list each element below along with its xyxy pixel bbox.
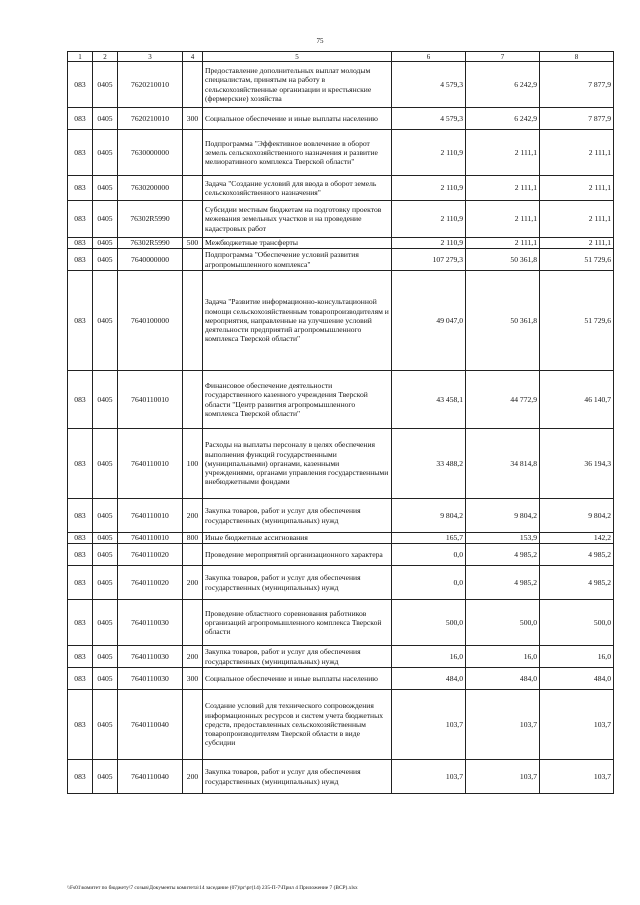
table-row: [68, 429, 614, 499]
amount-col7-cell: 16,0: [466, 646, 540, 668]
col-header: 3: [118, 52, 183, 62]
amount-col8-cell: 500,0: [540, 600, 614, 646]
amount-col7-cell: 50 361,8: [466, 271, 540, 371]
amount-col6-cell: 103,7: [392, 690, 466, 760]
section-code-cell: 0405: [93, 62, 118, 108]
amount-col8-cell: 2 111,1: [540, 201, 614, 238]
target-article-cell: 7630200000: [118, 176, 183, 201]
amount-col6-cell: 2 110,9: [392, 130, 466, 176]
table-row: [68, 108, 614, 130]
table-row: [68, 238, 614, 249]
amount-col8-cell: 4 985,2: [540, 544, 614, 566]
expense-type-cell: [183, 249, 203, 271]
expense-type-cell: 200: [183, 499, 203, 533]
ministry-code-cell: 083: [68, 62, 93, 108]
amount-col7-cell: 6 242,9: [466, 62, 540, 108]
section-code-cell: 0405: [93, 429, 118, 499]
table-row: [68, 130, 614, 176]
ministry-code-cell: 083: [68, 760, 93, 794]
target-article-cell: 7640110010: [118, 429, 183, 499]
description-cell: Финансовое обеспечение деятельности государственного казенного учреждения Тверской области "Центр развития агропромышленного комплекса Тверской области": [203, 371, 392, 429]
amount-col7-cell: 2 111,1: [466, 238, 540, 249]
target-article-cell: 7640110020: [118, 566, 183, 600]
table-row: [68, 690, 614, 760]
amount-col7-cell: 50 361,8: [466, 249, 540, 271]
table-row: [68, 646, 614, 668]
amount-col7-cell: 153,9: [466, 533, 540, 544]
amount-col8-cell: 7 877,9: [540, 62, 614, 108]
description-cell: Иные бюджетные ассигнования: [203, 533, 392, 544]
section-code-cell: 0405: [93, 238, 118, 249]
amount-col6-cell: 103,7: [392, 760, 466, 794]
amount-col6-cell: 43 458,1: [392, 371, 466, 429]
description-cell: Субсидии местным бюджетам на подготовку проектов межевания земельных участков и на проведение кадастровых работ: [203, 201, 392, 238]
ministry-code-cell: 083: [68, 566, 93, 600]
expense-type-cell: 200: [183, 566, 203, 600]
section-code-cell: 0405: [93, 371, 118, 429]
target-article-cell: 76302R5990: [118, 201, 183, 238]
amount-col6-cell: 0,0: [392, 544, 466, 566]
amount-col6-cell: 4 579,3: [392, 108, 466, 130]
expense-type-cell: 300: [183, 668, 203, 690]
description-cell: Расходы на выплаты персоналу в целях обеспечения выполнения функций государственными (муниципальными) органами, казенными учреждениями, органами управления государственными внебюджетными фондами: [203, 429, 392, 499]
ministry-code-cell: 083: [68, 249, 93, 271]
amount-col6-cell: 2 110,9: [392, 176, 466, 201]
description-cell: Проведение мероприятий организационного характера: [203, 544, 392, 566]
section-code-cell: 0405: [93, 566, 118, 600]
ministry-code-cell: 083: [68, 668, 93, 690]
amount-col6-cell: 4 579,3: [392, 62, 466, 108]
ministry-code-cell: 083: [68, 238, 93, 249]
amount-col7-cell: 2 111,1: [466, 201, 540, 238]
section-code-cell: 0405: [93, 668, 118, 690]
amount-col6-cell: 107 279,3: [392, 249, 466, 271]
section-code-cell: 0405: [93, 499, 118, 533]
amount-col8-cell: 46 140,7: [540, 371, 614, 429]
expense-type-cell: [183, 690, 203, 760]
description-cell: Закупка товаров, работ и услуг для обеспечения государственных (муниципальных) нужд: [203, 499, 392, 533]
amount-col7-cell: 2 111,1: [466, 176, 540, 201]
table-row: [68, 201, 614, 238]
description-cell: Социальное обеспечение и иные выплаты населению: [203, 668, 392, 690]
amount-col6-cell: 165,7: [392, 533, 466, 544]
ministry-code-cell: 083: [68, 600, 93, 646]
description-cell: Создание условий для технического сопровождения информационных ресурсов и систем учета бюджетных средств, предоставленных сельскохозяйственным товаропроизводителям Тверской области в виде субсидии: [203, 690, 392, 760]
amount-col8-cell: 142,2: [540, 533, 614, 544]
description-cell: Межбюджетные трансферты: [203, 238, 392, 249]
table-row: [68, 544, 614, 566]
target-article-cell: 7640110030: [118, 600, 183, 646]
ministry-code-cell: 083: [68, 108, 93, 130]
amount-col6-cell: 0,0: [392, 566, 466, 600]
section-code-cell: 0405: [93, 108, 118, 130]
target-article-cell: 7620210010: [118, 108, 183, 130]
ministry-code-cell: 083: [68, 130, 93, 176]
target-article-cell: 7640110040: [118, 760, 183, 794]
amount-col7-cell: 2 111,1: [466, 130, 540, 176]
ministry-code-cell: 083: [68, 429, 93, 499]
table-row: [68, 271, 614, 371]
col-header: 8: [540, 52, 614, 62]
amount-col8-cell: 2 111,1: [540, 176, 614, 201]
amount-col8-cell: 103,7: [540, 690, 614, 760]
expense-type-cell: 100: [183, 429, 203, 499]
expense-type-cell: 200: [183, 646, 203, 668]
budget-table: [67, 51, 614, 794]
col-header: 1: [68, 52, 93, 62]
expense-type-cell: 300: [183, 108, 203, 130]
table-row: [68, 668, 614, 690]
amount-col8-cell: 7 877,9: [540, 108, 614, 130]
col-header: 7: [466, 52, 540, 62]
table-row: [68, 249, 614, 271]
amount-col8-cell: 484,0: [540, 668, 614, 690]
expense-type-cell: [183, 130, 203, 176]
amount-col8-cell: 51 729,6: [540, 271, 614, 371]
ministry-code-cell: 083: [68, 176, 93, 201]
amount-col8-cell: 36 194,3: [540, 429, 614, 499]
amount-col7-cell: 484,0: [466, 668, 540, 690]
table-row: [68, 760, 614, 794]
target-article-cell: 7640000000: [118, 249, 183, 271]
expense-type-cell: [183, 201, 203, 238]
section-code-cell: 0405: [93, 130, 118, 176]
amount-col6-cell: 2 110,9: [392, 238, 466, 249]
amount-col8-cell: 9 804,2: [540, 499, 614, 533]
section-code-cell: 0405: [93, 690, 118, 760]
file-path-footer: \\Fs01\комитет по бюджету\7 созыв\Документы комитета\14 заседание (07)\рг\рг(14) 235-П-7\Прил 4 Приложение 7 (ВСР).xlsx: [67, 885, 358, 891]
page-number: 75: [316, 37, 324, 45]
section-code-cell: 0405: [93, 760, 118, 794]
amount-col7-cell: 6 242,9: [466, 108, 540, 130]
target-article-cell: 7640110010: [118, 371, 183, 429]
amount-col6-cell: 33 488,2: [392, 429, 466, 499]
section-code-cell: 0405: [93, 646, 118, 668]
amount-col6-cell: 16,0: [392, 646, 466, 668]
table-row: [68, 371, 614, 429]
table-row: [68, 62, 614, 108]
amount-col8-cell: 2 111,1: [540, 238, 614, 249]
expense-type-cell: [183, 176, 203, 201]
amount-col6-cell: 484,0: [392, 668, 466, 690]
col-header: 6: [392, 52, 466, 62]
expense-type-cell: 200: [183, 760, 203, 794]
amount-col6-cell: 2 110,9: [392, 201, 466, 238]
amount-col8-cell: 103,7: [540, 760, 614, 794]
col-header: 5: [203, 52, 392, 62]
expense-type-cell: [183, 62, 203, 108]
description-cell: Проведение областного соревнования работников организаций агропромышленного комплекса Тверской области: [203, 600, 392, 646]
description-cell: Задача "Создание условий для ввода в оборот земель сельскохозяйственного назначения": [203, 176, 392, 201]
amount-col7-cell: 34 814,8: [466, 429, 540, 499]
target-article-cell: 7640110010: [118, 499, 183, 533]
expense-type-cell: [183, 600, 203, 646]
ministry-code-cell: 083: [68, 690, 93, 760]
amount-col7-cell: 103,7: [466, 690, 540, 760]
section-code-cell: 0405: [93, 271, 118, 371]
target-article-cell: 7640110010: [118, 533, 183, 544]
table-row: [68, 566, 614, 600]
ministry-code-cell: 083: [68, 544, 93, 566]
col-header: 2: [93, 52, 118, 62]
amount-col7-cell: 9 804,2: [466, 499, 540, 533]
target-article-cell: 7640110030: [118, 668, 183, 690]
target-article-cell: 7640100000: [118, 271, 183, 371]
table-row: [68, 499, 614, 533]
expense-type-cell: 800: [183, 533, 203, 544]
target-article-cell: 76302R5990: [118, 238, 183, 249]
target-article-cell: 7640110040: [118, 690, 183, 760]
amount-col7-cell: 4 985,2: [466, 544, 540, 566]
target-article-cell: 7630000000: [118, 130, 183, 176]
amount-col7-cell: 44 772,9: [466, 371, 540, 429]
section-code-cell: 0405: [93, 533, 118, 544]
amount-col8-cell: 51 729,6: [540, 249, 614, 271]
section-code-cell: 0405: [93, 600, 118, 646]
table-row: [68, 600, 614, 646]
section-code-cell: 0405: [93, 249, 118, 271]
col-header: 4: [183, 52, 203, 62]
section-code-cell: 0405: [93, 544, 118, 566]
description-cell: Закупка товаров, работ и услуг для обеспечения государственных (муниципальных) нужд: [203, 646, 392, 668]
description-cell: Задача "Развитие информационно-консультационной помощи сельскохозяйственным товаропроизводителям и мероприятия, направленные на улучшение условий деятельности предприятий агропромышленного комплекса Тверской области": [203, 271, 392, 371]
table-header-row: [68, 52, 614, 62]
ministry-code-cell: 083: [68, 646, 93, 668]
expense-type-cell: [183, 371, 203, 429]
target-article-cell: 7640110020: [118, 544, 183, 566]
description-cell: Социальное обеспечение и иные выплаты населению: [203, 108, 392, 130]
table-row: [68, 176, 614, 201]
expense-type-cell: [183, 544, 203, 566]
description-cell: Подпрограмма "Обеспечение условий развития агропромышленного комплекса": [203, 249, 392, 271]
section-code-cell: 0405: [93, 201, 118, 238]
amount-col8-cell: 4 985,2: [540, 566, 614, 600]
ministry-code-cell: 083: [68, 499, 93, 533]
amount-col6-cell: 500,0: [392, 600, 466, 646]
description-cell: Закупка товаров, работ и услуг для обеспечения государственных (муниципальных) нужд: [203, 566, 392, 600]
description-cell: Закупка товаров, работ и услуг для обеспечения государственных (муниципальных) нужд: [203, 760, 392, 794]
amount-col7-cell: 500,0: [466, 600, 540, 646]
section-code-cell: 0405: [93, 176, 118, 201]
expense-type-cell: [183, 271, 203, 371]
description-cell: Подпрограмма "Эффективное вовлечение в оборот земель сельскохозяйственного назначения и развитие мелиоративного комплекса Тверской области": [203, 130, 392, 176]
description-cell: Предоставление дополнительных выплат молодым специалистам, принятым на работу в сельскохозяйственные организации и крестьянские (фермерские) хозяйства: [203, 62, 392, 108]
amount-col6-cell: 49 047,0: [392, 271, 466, 371]
ministry-code-cell: 083: [68, 371, 93, 429]
target-article-cell: 7620210010: [118, 62, 183, 108]
amount-col6-cell: 9 804,2: [392, 499, 466, 533]
table-row: [68, 533, 614, 544]
amount-col7-cell: 103,7: [466, 760, 540, 794]
expense-type-cell: 500: [183, 238, 203, 249]
amount-col8-cell: 16,0: [540, 646, 614, 668]
ministry-code-cell: 083: [68, 533, 93, 544]
ministry-code-cell: 083: [68, 271, 93, 371]
amount-col8-cell: 2 111,1: [540, 130, 614, 176]
amount-col7-cell: 4 985,2: [466, 566, 540, 600]
ministry-code-cell: 083: [68, 201, 93, 238]
target-article-cell: 7640110030: [118, 646, 183, 668]
